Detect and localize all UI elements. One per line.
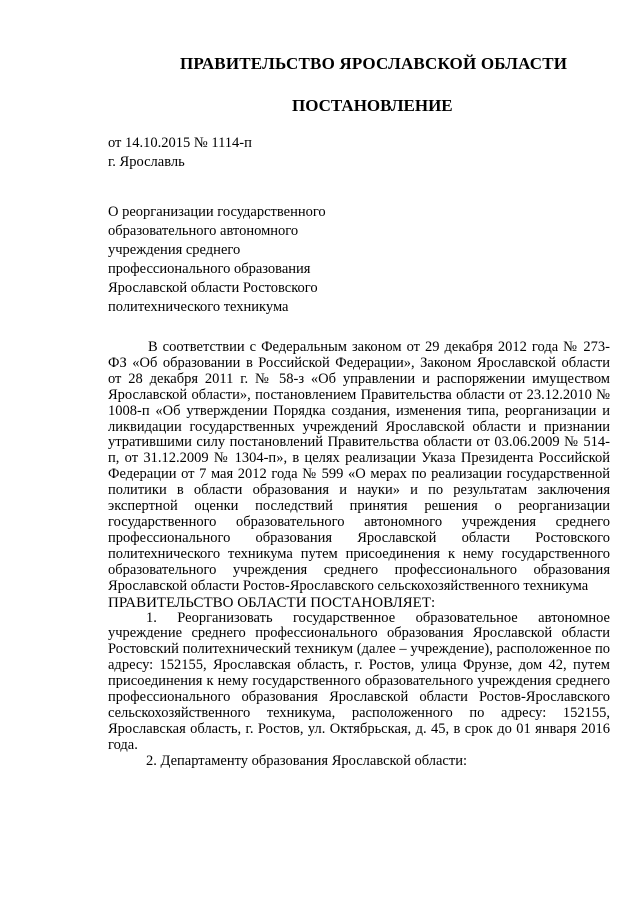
- item-1-paragraph: 1. Реорганизовать государственное образовательное автономное учреждение среднего профессионального образования Ярославской области Ростовский политехнический техникум (далее – учреждение), расположенное по адресу: 152155, Ярославская область, г. Ростов, улица Фрунзе, дом 42, путем присоединения к нему государственного образовательного учреждения среднего профессионального образования Ярославской области Ростов-Ярославского сельскохозяйственного техникума, расположенного по адресу: 152155, Ярославская область, г. Ростов, ул. Октябрьская, д. 45, в срок до 01 января 2016 года.: [108, 609, 610, 753]
- document-meta: [108, 134, 252, 172]
- document-type-title: ПОСТАНОВЛЕНИЕ: [292, 96, 453, 115]
- subject-line: О реорганизации государственного: [108, 204, 326, 220]
- document-body: [108, 340, 610, 770]
- subject-line: политехнического техникума: [108, 299, 289, 315]
- subject-line: учреждения среднего: [108, 242, 241, 258]
- document-subject: [108, 203, 326, 317]
- decree-heading: ПРАВИТЕЛЬСТВО ОБЛАСТИ ПОСТАНОВЛЯЕТ:: [108, 594, 436, 611]
- item-2-paragraph: 2. Департаменту образования Ярославской области:: [146, 752, 467, 769]
- government-title: ПРАВИТЕЛЬСТВО ЯРОСЛАВСКОЙ ОБЛАСТИ: [180, 54, 568, 73]
- subject-line: профессионального образования: [108, 261, 311, 277]
- subject-line: образовательного автономного: [108, 223, 299, 239]
- preamble-paragraph: В соответствии с Федеральным законом от 29 декабря 2012 года № 273-ФЗ «Об образовании в Российской Федерации», Законом Ярославской области от 28 декабря 2011 г. № 58-з «Об управлении и распоряжении имуществом Ярославской области», постановлением Правительства области от 23.12.2010 № 1008-п «Об утверждении Порядка создания, изменения типа, реорганизации и ликвидации государственных учреждений Ярославской области и признании утратившими силу постановлений Правительства области от 03.06.2009 № 514-п, от 31.12.2009 № 1304-п», в целях реализации Указа Президента Российской Федерации от 7 мая 2012 года № 599 «О мерах по реализации государственной политики в области образования и науки» и по результатам заключения экспертной оценки последствий принятия решения о реорганизации государственного образовательного автономного учреждения среднего профессионального образования Ярославской области Ростовского политехнического техникума путем присоединения к нему государственного образовательного учреждения среднего профессионального образования Ярославской области Ростов-Ярославского сельскохозяйственного техникума: [108, 339, 610, 594]
- date-number: от 14.10.2015 № 1114-п: [108, 135, 252, 151]
- city: г. Ярославль: [108, 154, 185, 170]
- subject-line: Ярославской области Ростовского: [108, 280, 318, 296]
